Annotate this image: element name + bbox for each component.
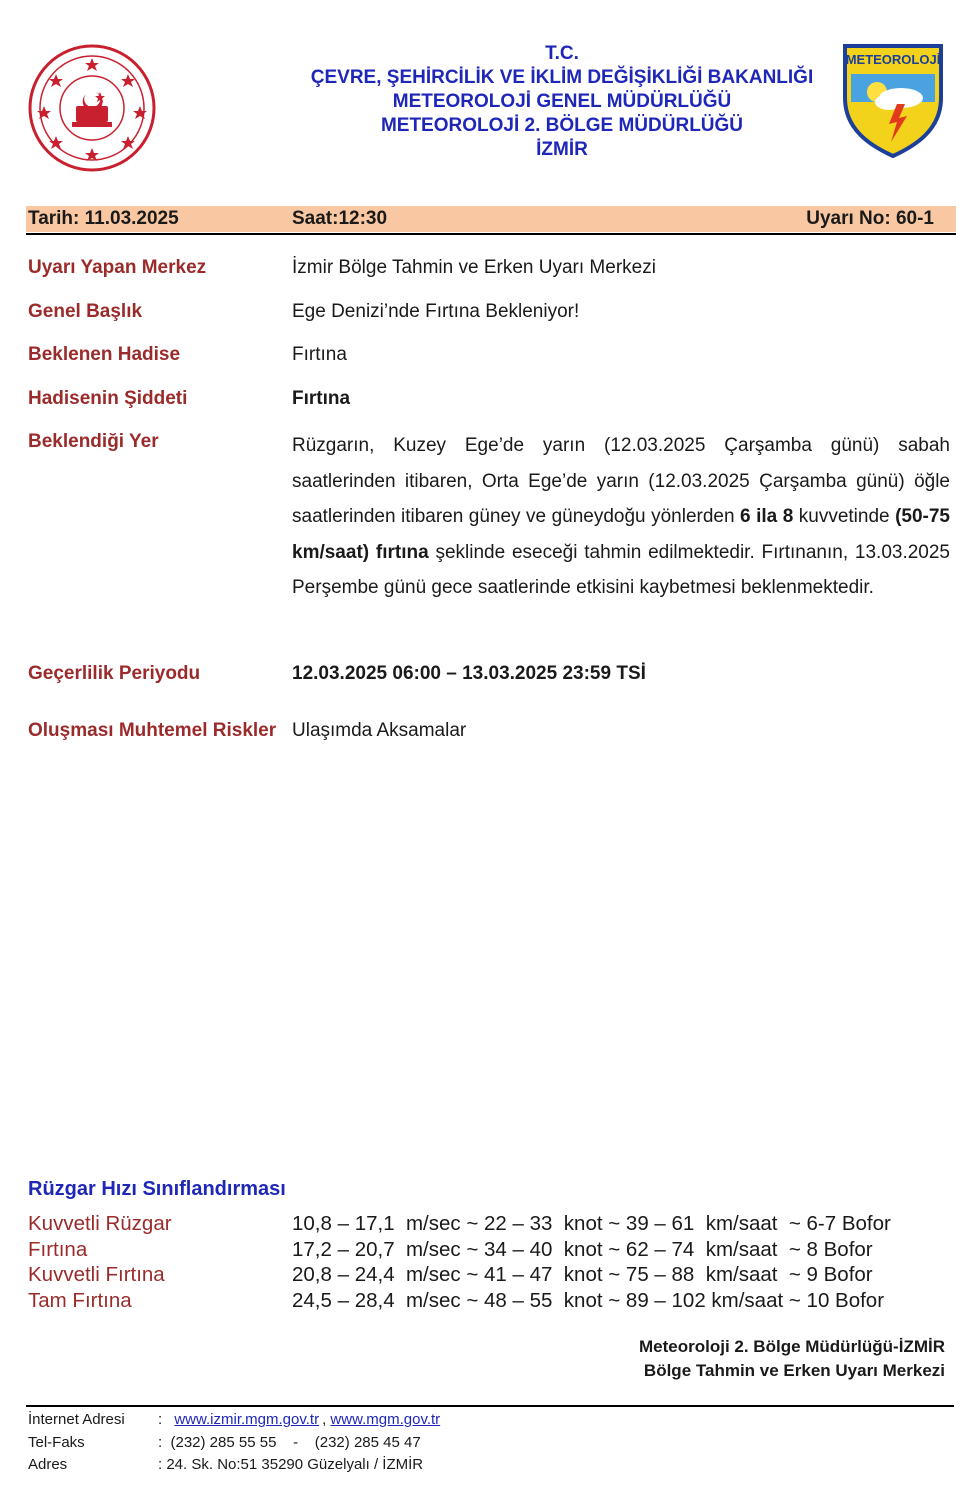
severity-label: Hadisenin Şiddeti — [28, 388, 188, 409]
risks-label: Oluşması Muhtemel Riskler — [28, 720, 277, 741]
tel-value: : (232) 285 55 55 - (232) 285 45 47 — [158, 1434, 421, 1451]
title-label: Genel Başlık — [28, 301, 143, 322]
website-link-izmir[interactable]: www.izmir.mgm.gov.tr — [174, 1411, 320, 1428]
time-text: Saat:12:30 — [292, 208, 388, 229]
location-bold-2: (50-75 km/saat) fırtına — [292, 506, 950, 563]
center-label: Uyarı Yapan Merkez — [28, 257, 207, 278]
location-text-3: şeklinde eseceği tahmin edilmektedir. Fırtınanın, 13.03.2025 Perşembe günü gece saatlerinde etkisini kaybetmesi beklenmektedir. — [292, 541, 951, 598]
signature-line-1: Meteoroloji 2. Bölge Müdürlüğü-İZMİR — [639, 1337, 945, 1356]
event-label: Beklenen Hadise — [28, 344, 181, 365]
location-text-1: Rüzgarın, Kuzey Ege’de yarın (12.03.2025 Çarşamba günü) sabah saatlerinden itibaren, Orta Ege’de yarın (12.03.2025 Çarşamba günü) öğle saatlerinden itibaren güney ve güneydoğu yönlerden — [292, 435, 950, 527]
header-line-ministry: ÇEVRE, ŞEHİRCİLİK VE İKLİM DEĞİŞİKLİĞİ BAKANLIĞI — [310, 67, 814, 88]
internet-separator: : — [158, 1411, 163, 1428]
event-value: Fırtına — [292, 344, 347, 365]
header-line-tc: T.C. — [545, 43, 579, 64]
wind-class-range: 20,8 – 24,4 m/sec ~ 41 – 47 knot ~ 75 – 88 km/saat ~ 9 Bofor — [292, 1263, 873, 1286]
wind-class-name: Kuvvetli Rüzgar — [28, 1212, 172, 1235]
ministry-header — [270, 42, 854, 162]
wind-class-name: Tam Fırtına — [28, 1289, 132, 1312]
warning-number: Uyarı No: 60-1 — [806, 208, 934, 229]
wind-class-range: 24,5 – 28,4 m/sec ~ 48 – 55 knot ~ 89 – 102 km/saat ~ 10 Bofor — [292, 1289, 885, 1312]
header-line-city: İZMİR — [536, 139, 588, 160]
title-value: Ege Denizi’nde Fırtına Bekleniyor! — [292, 301, 580, 322]
wind-row — [28, 1212, 958, 1238]
location-bold-1: 6 ila 8 — [740, 506, 794, 527]
link-separator: , — [322, 1411, 327, 1428]
wind-classification-title: Rüzgar Hızı Sınıflandırması — [28, 1178, 286, 1200]
risks-value: Ulaşımda Aksamalar — [292, 720, 467, 741]
wind-class-range: 17,2 – 20,7 m/sec ~ 34 – 40 knot ~ 62 – 74 km/saat ~ 8 Bofor — [292, 1238, 873, 1261]
address-label: Adres — [28, 1456, 68, 1473]
validity-label: Geçerlilik Periyodu — [28, 663, 201, 684]
center-value: İzmir Bölge Tahmin ve Erken Uyarı Merkezi — [292, 257, 656, 278]
info-divider — [26, 233, 956, 235]
internet-value — [158, 1411, 440, 1428]
address-value: : 24. Sk. No:51 35290 Güzelyalı / İZMİR — [158, 1456, 424, 1473]
wind-row — [28, 1238, 958, 1264]
header-line-directorate: METEOROLOJİ GENEL MÜDÜRLÜĞÜ — [392, 91, 732, 112]
wind-class-name: Fırtına — [28, 1238, 88, 1261]
validity-value: 12.03.2025 06:00 – 13.03.2025 23:59 TSİ — [292, 663, 646, 684]
meteorology-logo-icon — [841, 42, 945, 158]
header-line-region: METEOROLOJİ 2. BÖLGE MÜDÜRLÜĞÜ — [380, 115, 744, 136]
location-description — [292, 428, 950, 606]
signature-line-2: Bölge Tahmin ve Erken Uyarı Merkezi — [643, 1361, 945, 1380]
location-text-2: kuvvetinde — [793, 506, 896, 527]
wind-row — [28, 1263, 958, 1289]
website-link-mgm[interactable]: www.mgm.gov.tr — [330, 1411, 441, 1428]
footer-divider — [26, 1405, 954, 1407]
location-label: Beklendiği Yer — [28, 431, 159, 452]
info-bar — [26, 206, 956, 232]
wind-class-name: Kuvvetli Fırtına — [28, 1263, 165, 1286]
internet-label: İnternet Adresi — [28, 1411, 125, 1428]
ministry-seal-icon — [28, 44, 156, 172]
wind-row — [28, 1289, 958, 1315]
wind-class-range: 10,8 – 17,1 m/sec ~ 22 – 33 knot ~ 39 – 61 km/saat ~ 6-7 Bofor — [292, 1212, 891, 1235]
meteorology-logo-text: METEOROLOJİ — [845, 52, 941, 67]
severity-value: Fırtına — [292, 388, 351, 409]
tel-label: Tel-Faks — [28, 1434, 85, 1451]
date-text: Tarih: 11.03.2025 — [28, 208, 179, 229]
